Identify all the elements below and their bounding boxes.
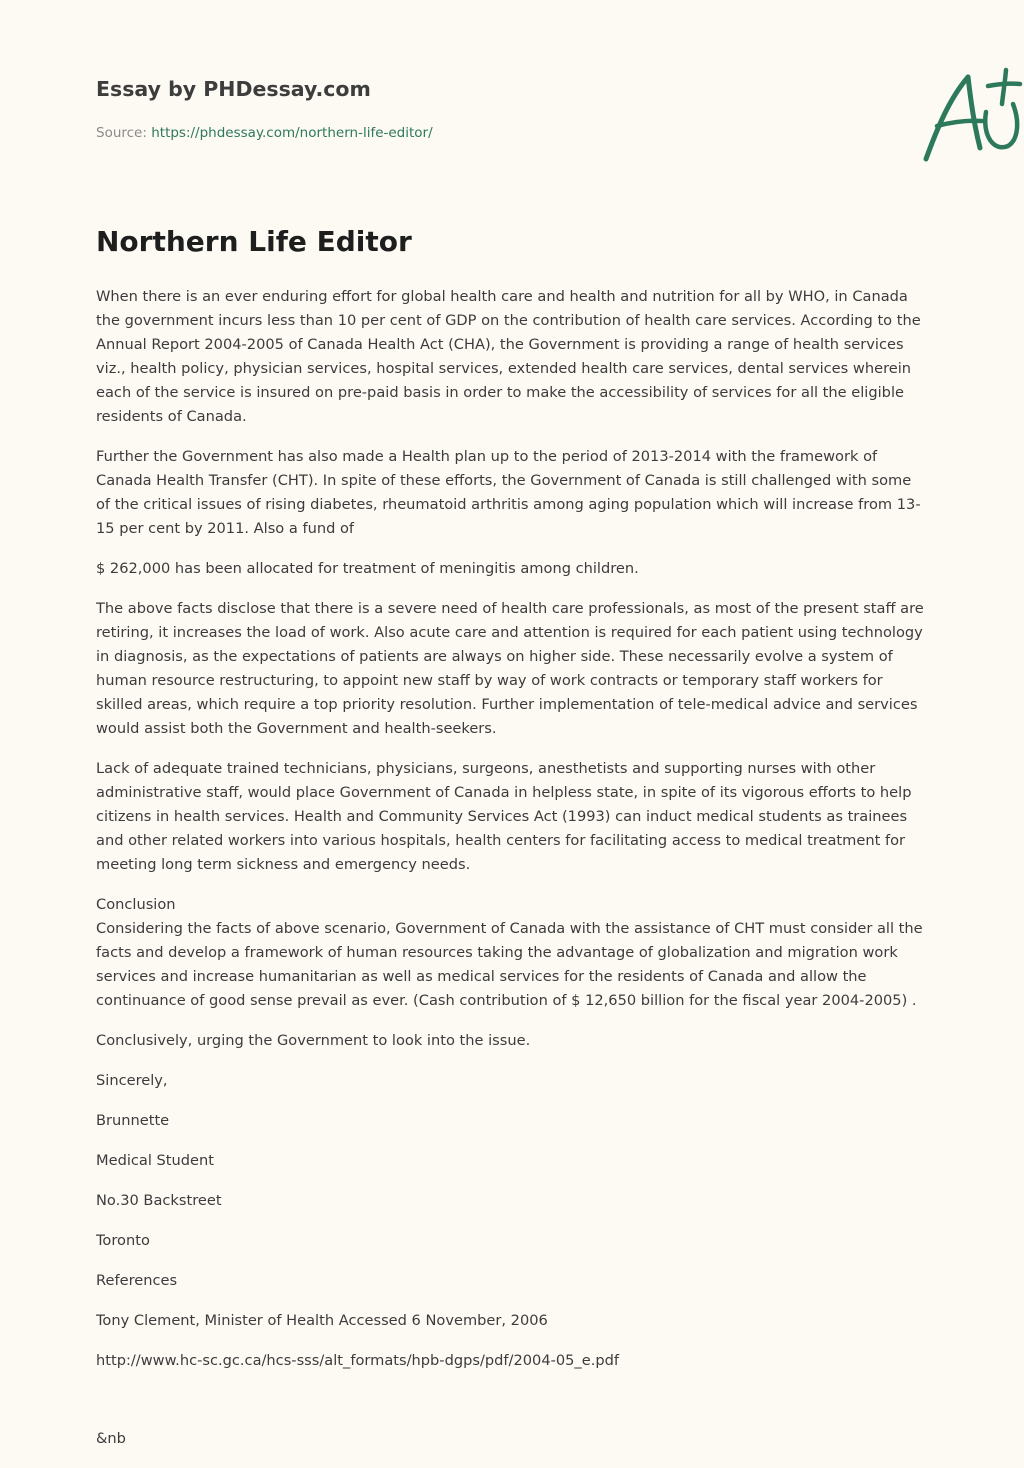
closing-line: No.30 Backstreet [96,1192,222,1209]
trailing-fragment: &nb [96,1430,126,1447]
source-line [96,125,433,141]
closing-line: Conclusively, urging the Government to look into the issue. [96,1032,531,1049]
paragraph: When there is an ever enduring effort for global health care and health and nutrition for all by WHO, in Canada the government incurs less than 10 per cent of GDP on the contribution of health care services. According to the Annual Report 2004-2005 of Canada Health Act (CHA), the Government is providing a range of health services viz., health policy, physician services, hospital services, extended health care services, dental services wherein each of the service is insured on pre-paid basis in order to make the accessibility of services for all the eligible residents of Canada. [96,288,921,425]
essay-body [96,285,928,1389]
conclusion-block [96,893,928,1013]
source-label: Source: [96,125,147,141]
paragraph: Lack of adequate trained technicians, physicians, surgeons, anesthetists and supporting nurses with other administrative staff, would place Government of Canada in helpless state, in spite of its vigorous efforts to help citizens in health services. Health and Community Services Act (1993) can induct medical students as trainees and other related workers into various hospitals, health centers for facilitating access to medical treatment for meeting long term sickness and emergency needs. [96,760,912,873]
closing-line: Medical Student [96,1152,214,1169]
essay-title: Northern Life Editor [96,225,412,258]
source-link[interactable]: https://phdessay.com/northern-life-editor/ [151,125,433,141]
reference-url: http://www.hc-sc.gc.ca/hcs-sss/alt_formats/hpb-dgps/pdf/2004-05_e.pdf [96,1352,620,1369]
references-heading: References [96,1272,178,1289]
closing-line: Toronto [96,1232,150,1249]
paragraph: Further the Government has also made a Health plan up to the period of 2013-2014 with the framework of Canada Health Transfer (CHT). In spite of these efforts, the Government of Canada is still challenged with some of the critical issues of rising diabetes, rheumatoid arthritis among aging population which will increase from 13-15 per cent by 2011. Also a fund of [96,448,921,537]
paragraph: The above facts disclose that there is a severe need of health care professionals, as most of the present staff are retiring, it increases the load of work. Also acute care and attention is required for each patient using technology in diagnosis, as the expectations of patients are always on higher side. These necessarily evolve a system of human resource restructuring, to appoint new staff by way of work contracts or temporary staff workers for skilled areas, which require a top priority resolution. Further implementation of tele-medical advice and services would assist both the Government and health-seekers. [96,600,924,737]
a-plus-logo-icon [916,64,1024,168]
site-title: Essay by PHDessay.com [96,77,371,101]
paragraph: $ 262,000 has been allocated for treatment of meningitis among children. [96,560,639,577]
conclusion-heading: Conclusion [96,896,176,913]
reference-item: Tony Clement, Minister of Health Accessed 6 November, 2006 [96,1312,548,1329]
conclusion-text: Considering the facts of above scenario, Government of Canada with the assistance of CHT must consider all the facts and develop a framework of human resources taking the advantage of globalization and migration work services and increase humanitarian as well as medical services for the residents of Canada and allow the continuance of good sense prevail as ever. (Cash contribution of $ 12,650 billion for the fiscal year 2004-2005) . [96,920,923,1009]
closing-line: Sincerely, [96,1072,168,1089]
closing-line: Brunnette [96,1112,170,1129]
